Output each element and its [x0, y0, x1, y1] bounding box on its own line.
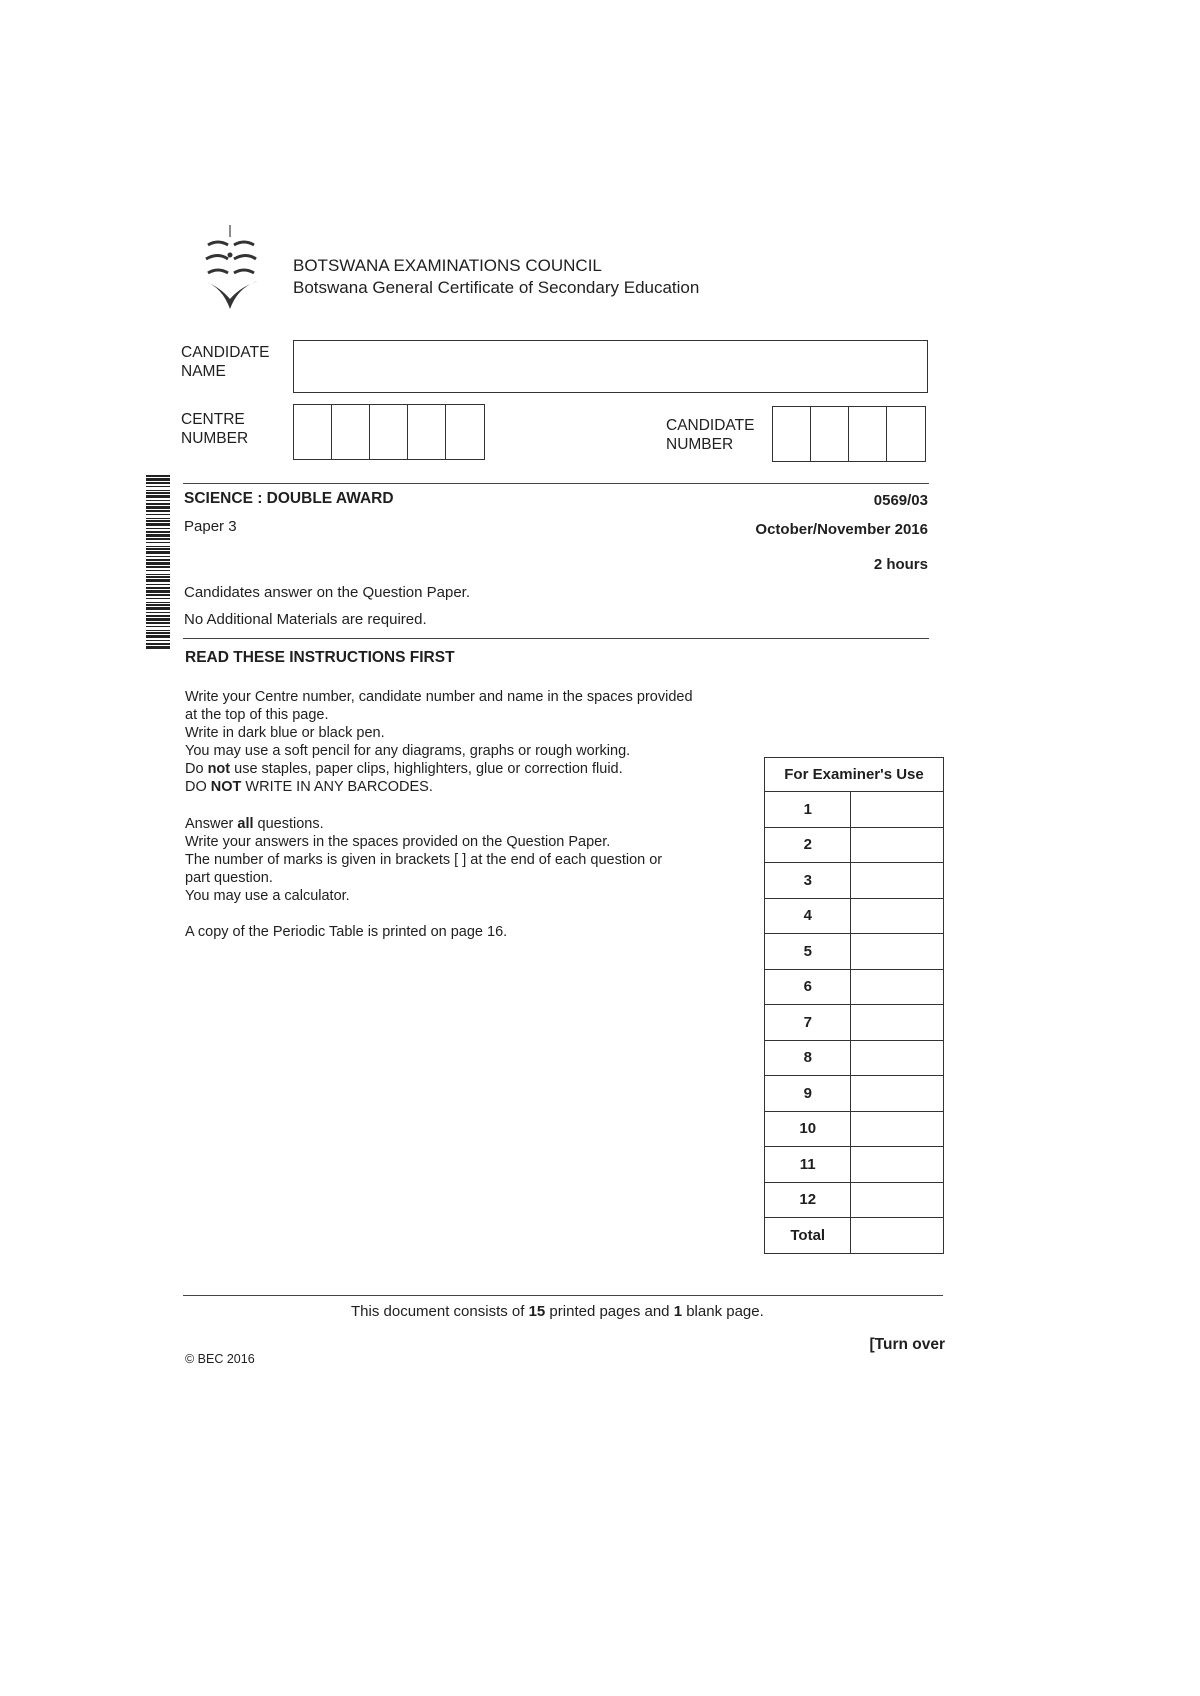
barcode-bar — [146, 528, 170, 529]
centre-number-label — [181, 410, 248, 448]
barcode-bar — [146, 604, 170, 606]
examiner-row — [765, 1040, 944, 1076]
materials-note: No Additional Materials are required. — [184, 611, 427, 628]
centre-number-field[interactable] — [293, 404, 485, 460]
instruction-line: You may use a soft pencil for any diagrams, graphs or rough working. — [185, 743, 631, 759]
divider-rule — [183, 638, 929, 639]
subject-title: SCIENCE : DOUBLE AWARD — [184, 490, 394, 507]
barcode-bar — [146, 598, 170, 599]
barcode-bar — [146, 612, 170, 613]
candidate-number-field[interactable] — [772, 406, 926, 462]
examiner-row — [765, 792, 944, 828]
examiners-use-heading: For Examiner's Use — [765, 758, 944, 792]
examiner-row — [765, 1218, 944, 1254]
barcode-bar — [146, 635, 170, 638]
barcode-bar — [146, 630, 170, 631]
barcode-bar — [146, 556, 170, 557]
mark-cell[interactable] — [851, 792, 944, 828]
mark-cell[interactable] — [851, 1040, 944, 1076]
instruction-line: Write your Centre number, candidate number and name in the spaces provided — [185, 689, 693, 705]
candidate-number-label-line2: NUMBER — [666, 436, 734, 453]
question-number-cell: 10 — [765, 1111, 851, 1147]
barcode-bar — [146, 510, 170, 512]
question-number-cell: 4 — [765, 898, 851, 934]
examiner-row — [765, 863, 944, 899]
turn-over-label: [Turn over — [869, 1336, 945, 1353]
question-number-cell: 7 — [765, 1005, 851, 1041]
candidate-number-box[interactable] — [811, 407, 849, 461]
copyright: © BEC 2016 — [185, 1352, 255, 1366]
instruction-emphasis: not — [207, 761, 231, 777]
barcode-bar — [146, 503, 170, 505]
examiner-row — [765, 898, 944, 934]
page-count-text: blank page. — [682, 1303, 764, 1320]
mark-cell[interactable] — [851, 969, 944, 1005]
centre-number-box[interactable] — [408, 405, 446, 459]
candidate-name-label-line1: CANDIDATE — [181, 344, 270, 361]
question-number-cell: 8 — [765, 1040, 851, 1076]
barcode-bar — [146, 643, 170, 645]
question-number-cell: 1 — [765, 792, 851, 828]
barcode-bar — [146, 492, 170, 494]
instruction-line: You may use a calculator. — [185, 888, 350, 904]
candidate-name-label-line2: NAME — [181, 363, 226, 380]
instruction-line: part question. — [185, 870, 273, 886]
barcode-bar — [146, 584, 170, 585]
question-number-cell: 2 — [765, 827, 851, 863]
candidate-name-label — [181, 343, 269, 381]
barcode-bar — [146, 548, 170, 550]
page-count-text: printed pages and — [545, 1303, 674, 1320]
divider-rule — [183, 483, 929, 484]
barcode-bar — [146, 523, 170, 526]
instruction-text: WRITE IN ANY BARCODES. — [241, 779, 433, 795]
barcode-bar — [146, 570, 170, 571]
instruction-line: at the top of this page. — [185, 707, 329, 723]
barcode-bar — [146, 546, 170, 547]
instruction-line — [185, 778, 745, 796]
barcode-bar — [146, 534, 170, 537]
mark-cell[interactable] — [851, 827, 944, 863]
examiner-row — [765, 1111, 944, 1147]
question-number-cell: Total — [765, 1218, 851, 1254]
barcode-bar — [146, 495, 170, 498]
candidate-number-box[interactable] — [887, 407, 925, 461]
exam-session: October/November 2016 — [755, 521, 928, 538]
examiner-row — [765, 1076, 944, 1112]
barcode-bar — [146, 646, 170, 649]
mark-cell[interactable] — [851, 1111, 944, 1147]
barcode-bar — [146, 587, 170, 589]
barcode-bar — [146, 531, 170, 533]
mark-cell[interactable] — [851, 934, 944, 970]
instructions-block-2 — [185, 815, 745, 905]
mark-cell[interactable] — [851, 1147, 944, 1183]
barcode-bar — [146, 486, 170, 487]
examiners-use-table — [764, 757, 944, 1254]
barcode-bar — [146, 506, 170, 509]
barcode-bar — [146, 602, 170, 603]
instruction-line: Write in dark blue or black pen. — [185, 725, 385, 741]
candidate-number-box[interactable] — [773, 407, 811, 461]
examiner-row — [765, 934, 944, 970]
footer-rule — [183, 1295, 943, 1296]
instruction-emphasis: NOT — [210, 779, 242, 795]
instructions-block-1 — [185, 688, 745, 796]
instruction-line: Write your answers in the spaces provided on the Question Paper. — [185, 834, 611, 850]
instruction-line — [185, 815, 745, 833]
barcode-bar — [146, 576, 170, 578]
barcode-bar — [146, 632, 170, 634]
barcode-bar — [146, 579, 170, 582]
barcode-bar — [146, 566, 170, 568]
instruction-text: DO — [185, 779, 211, 795]
barcode-bar — [146, 615, 170, 617]
instruction-text: questions. — [253, 816, 324, 832]
barcode-bar — [146, 514, 170, 515]
barcode-bar — [146, 478, 170, 481]
centre-number-box[interactable] — [446, 405, 484, 459]
examiner-row — [765, 1005, 944, 1041]
barcode-bar — [146, 607, 170, 610]
instruction-text: use staples, paper clips, highlighters, glue or correction fluid. — [230, 761, 623, 777]
mark-cell[interactable] — [851, 863, 944, 899]
barcode-bar — [146, 559, 170, 561]
exam-duration: 2 hours — [873, 556, 928, 573]
barcode-bar — [146, 640, 170, 641]
centre-number-label-line1: CENTRE — [181, 411, 245, 428]
barcode — [146, 475, 170, 650]
question-number-cell: 6 — [765, 969, 851, 1005]
barcode-bar — [146, 562, 170, 565]
mark-cell[interactable] — [851, 1076, 944, 1112]
examiner-row — [765, 1147, 944, 1183]
examiner-row — [765, 827, 944, 863]
barcode-bar — [146, 590, 170, 593]
mark-cell[interactable] — [851, 1182, 944, 1218]
instruction-line — [185, 760, 745, 778]
page-count-number: 1 — [673, 1303, 683, 1320]
candidate-name-field[interactable] — [293, 340, 928, 393]
instruction-emphasis: all — [237, 816, 254, 832]
question-number-cell: 11 — [765, 1147, 851, 1183]
question-number-cell: 3 — [765, 863, 851, 899]
candidate-number-box[interactable] — [849, 407, 887, 461]
mark-cell[interactable] — [851, 1218, 944, 1254]
barcode-bar — [146, 482, 170, 484]
certificate-name: Botswana General Certificate of Secondary Education — [293, 278, 700, 297]
question-number-cell: 9 — [765, 1076, 851, 1112]
council-name: BOTSWANA EXAMINATIONS COUNCIL — [293, 256, 602, 275]
barcode-bar — [146, 518, 170, 519]
syllabus-code: 0569/03 — [873, 492, 928, 509]
page-count-text: This document consists of — [351, 1303, 529, 1320]
instruction-text: Answer — [185, 816, 238, 832]
barcode-bar — [146, 490, 170, 491]
centre-number-box[interactable] — [294, 405, 332, 459]
barcode-bar — [146, 520, 170, 522]
barcode-bar — [146, 551, 170, 554]
barcode-bar — [146, 538, 170, 540]
examiner-row — [765, 1182, 944, 1218]
centre-number-box[interactable] — [370, 405, 408, 459]
barcode-bar — [146, 574, 170, 575]
barcode-bar — [146, 618, 170, 621]
barcode-bar — [146, 626, 170, 627]
barcode-bar — [146, 542, 170, 543]
instructions-heading: READ THESE INSTRUCTIONS FIRST — [185, 649, 455, 666]
centre-number-label-line2: NUMBER — [181, 430, 249, 447]
question-number-cell: 12 — [765, 1182, 851, 1218]
candidate-number-label — [666, 416, 754, 454]
barcode-bar — [146, 475, 170, 477]
instruction-line: The number of marks is given in brackets [ ] at the end of each question or — [185, 852, 663, 868]
instruction-text: Do — [185, 761, 208, 777]
bec-tree-logo-icon — [200, 225, 264, 317]
mark-cell[interactable] — [851, 1005, 944, 1041]
candidate-number-label-line1: CANDIDATE — [666, 417, 755, 434]
barcode-bar — [146, 500, 170, 501]
answer-on-paper-note: Candidates answer on the Question Paper. — [184, 584, 471, 601]
periodic-table-note: A copy of the Periodic Table is printed on page 16. — [185, 924, 508, 940]
question-number-cell: 5 — [765, 934, 851, 970]
examiner-row — [765, 969, 944, 1005]
barcode-bar — [146, 594, 170, 596]
page-count-note — [351, 1303, 764, 1320]
council-heading — [293, 255, 699, 299]
page-count-number: 15 — [528, 1303, 546, 1320]
mark-cell[interactable] — [851, 898, 944, 934]
centre-number-box[interactable] — [332, 405, 370, 459]
paper-number: Paper 3 — [184, 518, 237, 535]
barcode-bar — [146, 622, 170, 624]
